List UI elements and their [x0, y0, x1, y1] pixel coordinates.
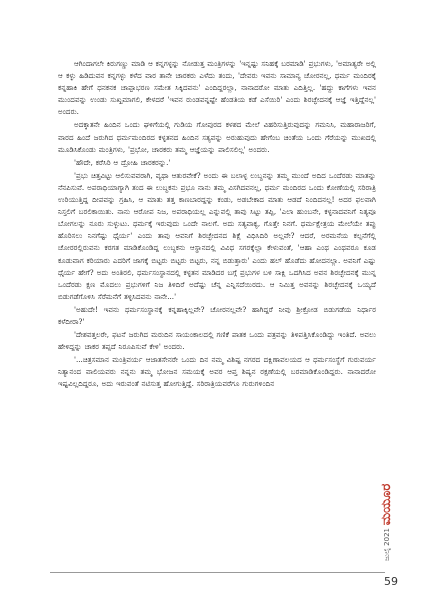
article-body: [58, 58, 376, 392]
paragraph: '...ಚಿತ್ರಸಮಾನ ಮಂತ್ರಿವರ್ಯ ಆಜಾತಸೇನರೇ ಒಂದು ದಿನ ನಮ್ಮ ವಿಶಿಷ್ಟ ನಗರದ ದಕ್ಷಿಣಾವಲಯದ ಆ ಧರ್ಮಸಂಸ್ಥೆಗೆ ಗುರುವರ್ಯ ನಿತ್ಯಾನಂದ ವಾಲಿಯವರು ನನ್ನನು ತಮ್ಮ ಭೋಜನ ಸಮಯಕ್ಕೆ ಅವರ ಆಪ್ತ ಶಿಷ್ಯನ ರಕ್ಷಣೆಯಲ್ಲಿ ಬರಮಾಡಿಕೊಂಡಿದ್ದರು. ನಾನಾದರೋ ಇಷ್ಟವಿಲ್ಲದಿದ್ದರೂ, ಅದು ಇರುವಂತೆ ನಟಿಸುತ್ತ ಹೋಗುತ್ತಿದ್ದೆ. ಸರಿರಾತ್ರಿಯವರೆಗೂ ಗುರುಗಳಿಂದಿನ: [58, 355, 376, 389]
issue-date: [376, 520, 398, 568]
magazine-name-text: ಮಯೂರ: [379, 483, 395, 525]
paragraph: 'ಹೌದೇ, ಕರೆಸಿರಿ ಆ ದ್ರೋಹಿ ಚಾರಕರನ್ನು.': [74, 157, 171, 167]
paragraph: ಅದಕ್ಕಾತನೇ ಹಿಂದಿನ ಒಂದು ಘಳಿಗೆಯಲ್ಲಿ ಗುಡಿಯ ಗೋಪುರದ ಕಳಶದ ಮೇಲೆ ವಿಹರಿಸುತ್ತಿರುವುದನ್ನು ಗಮನಿಸಿ, ಮಹಾರಾಜರಿಗೆ, ವಾರದ ಹಿಂದೆ ಜರುಗಿದ ಧರ್ಮಮಂದಿರದ ಕಳ್ಳತನದ ಹಿಂದಿನ ಸತ್ಯವನ್ನು ಅರುಹುವುದು ಹೇಗೆಂಬ ಚಿಂತೆಯ ಒಂದು ಗೆರೆಯನ್ನು ಮುಖದಲ್ಲಿ ಮೂಡಿಸಿಕೊಂಡು ಮಂತ್ರಿಗಳು, 'ಪ್ರಭೋ, ಚಾರಕರು ತಮ್ಮ ಆಜ್ಞೆಯನ್ನು ಪಾಲಿಸಲಿಲ್ಲ' ಅಂದರು.: [58, 120, 376, 154]
page-number: 59: [384, 575, 398, 588]
footer-rule: [50, 572, 385, 573]
paragraph: 'ಅಹುದೇ! ಇವನು ಧರ್ಮಸಂಸ್ಥಾನಕ್ಕೆ ಕನ್ನಹಾಕ್ಕಿಲ್ಲವೇ? ಚೋರನಲ್ಲವೇ? ಹಾಗಿದ್ದರೆ ನೀವು ಶ್ರೀಕ್ರೋಡ ಬಿಡುಗಡೆಯ ನಿರ್ಧಾರ ಕಳೆದೀರಾ?': [58, 304, 376, 326]
paragraph: 'ದೇಶವತ್ತಲರೇ, ಫಟನೆ ಜರುಗಿದ ಮರುದಿನ ಸಾಯಂಕಾಲದಲ್ಲಿ ಗಣಿಕೆ ಪಾತಕ ಒಂದು ಪತ್ರವನ್ನು ತಿಳಿಪತ್ತಿಸಿಕೊಂಡಿದ್ದು ಇಂತಿದೆ. ಅವಲು ಹೇಳಿದ್ದನ್ನು ಚಾಕರ ತಪ್ಪದೆ ನಿರೂಪಿಸುವೆ ಕೇಳಿ' ಅಂದರು.: [58, 330, 376, 352]
paragraph: ಆಗಿಂದಾಗಲೇ ಕಿರುಗಣ್ಣು ಮಾಡಿ ಆ ಕನ್ನಗಳ್ಳನ್ನು ನೋಡುತ್ತ ಮಂತ್ರಿಗಳನ್ನು 'ಇನ್ನಷ್ಟು ಸನಿಹಕ್ಕೆ ಬರಮಾಡಿ' ಪ್ರಭುಗಳು, 'ಅಮಾತ್ಯರೇ ಅಲ್ಲಿ ಆ ಕಳ್ಳು ಹಿಡಿದುವನ ಕನ್ನಗಳ್ಳು ಕಳೆದ ವಾರ ತಾನೇ ಚಾರಕರು ಎಳೆದು ತಂದು, 'ದೇವರು ಇವನು ಸಾಮಾನ್ಯ ಚೋರನಲ್ಲ, ಧರ್ಮ ಮಂದಿರಕ್ಕೆ ಕನ್ನಹಾಕಿ ಹೇಗೆ ಧನಕನಕ ಚಾಪ್ಪಾಭರಣ ಸಮೇತ ಸಿಕ್ಕಿದವನು' ಎಂದಿದ್ದರಲ್ಲಾ, ನಾನಾದರೋ ಮಾತು ಎದಿತ್ತಿಲ್ಲ. 'ಹದ್ದು ಕಾಗೆಗಳು ಇವನ ಮುಂದವನ್ನು ಉಂಡು ಸುಖ್ಖಮಾಗಲಿ, ಕೇಳದರೆ 'ಇವನ ರುಂಡವನ್ನಷ್ಟೇ ಹೆಂಡತಿಯ ಕಡೆ ಎಸೆಯಿರಿ' ಎಂದು ಶಿರಚ್ಛೇದನಕ್ಕೆ ಆಜ್ಞೆ ಇತ್ತಿದ್ದೆನಲ್ಲ' ಅಂದರು.: [58, 59, 376, 117]
issue-date-text: ಜುಲೈ 2021: [382, 527, 391, 561]
paragraph: 'ಪ್ರಭು ಚಿತ್ತವಿಟ್ಟು ಆಲಿಸುವವರಾಗಿ, ವ್ಯಥಾ ಆತುರವೇಕೆ? ಅಂದು ಈ ಬಲಾಳ್ಳ ಲುಬ್ಧನನ್ನು ತಮ್ಮ ಮುಂದೆ ಅದಿದ ಒಂದೆರಡು ಮಾತನ್ನು ನೆನಪಿಸುವೆ. ಅಪರಾಧಿಯಾಗ್ಯಾಗಿ ತಂದ ಈ ಲುಬ್ಧಕನು ಪ್ರಭೂ ನಾನು ತಮ್ಮ ವಿಸಗಿದವನಲ್ಲ, ಧರ್ಮ ಮಂದಿರದ ಒಂದು ಕೋಣೆಯಲ್ಲಿ ಸರಿರಾತ್ರಿ ಉರಿಯುತ್ತಿದ್ದ ದೀಪವನ್ನು ಗ್ರಹಿಸಿ, ಆ ಮಾತು ತತ್ತ ಕಾಣಬಾರದ್ದನ್ನು ಕಂಡು, ಅಡಬೇಕಾದ ಮಾತು ಆಡದೆ ನಿಂದಿದನಲ್ಲ! ಅದರ ಫಲವಾಗಿ ನಿಸ್ತಲಿಗೆ ಬರಲಿಕಾಯಿತು. ನಾನು ಆರೋಪ ನಿಜ, ಅಪರಾಧಿಯಲ್ಲ ಎನ್ನುವಲ್ಲಿ ತಾವು ಸಿಟ್ಟು ತಪ್ಪಿ, 'ಎಲಾ ಹುಂಬನೇ, ಕಳ್ಳನಾದವನಿಗೆ ನಿತ್ಯವೂ ಬೋಗಲನ್ನು ನೂರು ಸುಳ್ಳುಟು. ಧರ್ಮಕ್ಕೆ ಇರುವುದು ಒಂದೇ ನಾಲಗೆ. ಅದು ಸತ್ಯವಾಕ್ಯ, ಗೊತ್ತೇ ನಿನಗೆ. ಧರ್ಮಕ್ಷೇತ್ರಯ ಮೇಲೆಯೇ ತಪ್ಪು ಹೊರಿಸಲು ನಿನಗೆಷ್ಟು ಧೈರ್ಯ' ಎಂದು ತಾವು ಆವನಿಗೆ ಶಿರಚ್ಛೇದನದ ಶಿಕ್ಷೆ ವಿಧಿಸಿದಿರಿ ಅಲ್ಲವೇ? ಆದರೆ, ಅರಮನೆಯ ಕಲ್ಪನೆಗೆಲ್ಲಿ ಚೋರರಲ್ಲಿರುವನು ಕರಗತ ಮಾಡಿಕೊಂಡಿದ್ದ ಲುಬ್ಧಕನು ಆಸ್ಥಾನದಲ್ಲಿ ವಿವಿಧ ಸಗರಕ್ಕೆಲ್ಲಾ ಕೇಳುವಂತೆ, 'ಆಹಾ ಎಂಥ ಎಂಥವರೂ ಕೂಡ ಕೂಡುವಾಗ ಕರಿಯಾರು ಎದರಿಗೆ ಜಾಗಕ್ಕೆ ಬಿಟ್ಟರು ಬಿಟ್ಟರು ಬಿಟ್ಟರು, ನನ್ನ ಬಿಡುತ್ತಾರು' ಎಂದು ಹಲ್ ಹೊಡೆದು ಹೋದನಲ್ಲಾ. ಅವನಿಗೆ ಎಷ್ಟು ಧೈರ್ಯ ಹೇಗೆ? ಅದು ಅಂತಿರಲಿ, ಧರ್ಮಸಂಸ್ಥಾನದಲ್ಲಿ ಕಳ್ಳತನ ಮಾಡಿದರ ಬಗ್ಗೆ ಪ್ರಭುಗಳ ಬಳಿ ಸಾಕ್ಷಿ ಒದಗಿಸಿದ ಅವನ ಶಿರಚ್ಛೇದನಕ್ಕೆ ಮುನ್ನ ಒಂದೆರಡು ಕ್ಷಣ ಮೊದಲು ಪ್ರಭುಗಳಿಗೆ ನಿಜ ತಿಳಿದಿರೆ ಅದೆಷ್ಟು ಚೆನ್ನ ಎನ್ನಿಸದೆಯಿರದು. ಆ ನಿಮಿತ್ತ ಅವನನ್ನು ಶಿರಚ್ಛೇದನಕ್ಕೆ ಒಯ್ಯದೆ ಬಿಡುಗಡೆಗೊಳಿಸಿ ಸೆರೆಮನೆಗೆ ತಳ್ಳಿಸಿದವನು ನಾನೇ...': [58, 170, 376, 301]
side-banner: [376, 470, 398, 580]
